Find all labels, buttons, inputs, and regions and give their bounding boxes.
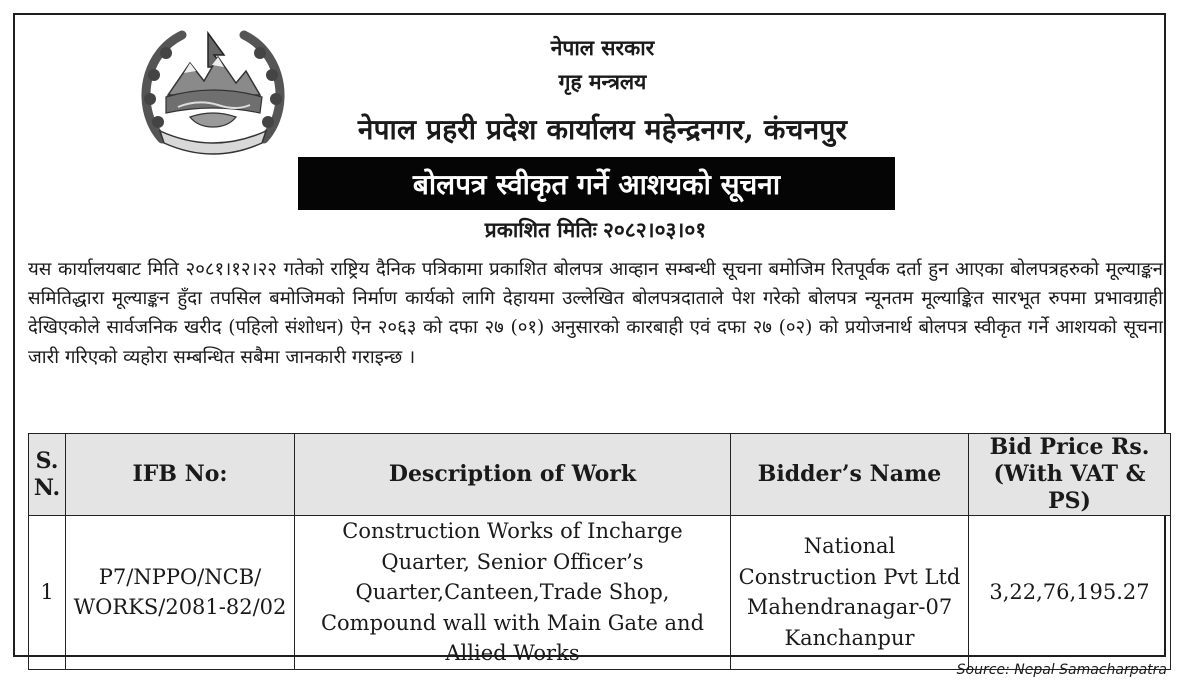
bid-table (28, 433, 1171, 670)
cell-sn: 1 (29, 516, 66, 670)
government-name: नेपाल सरकार (550, 35, 655, 60)
col-header-bidder: Bidder’s Name (731, 434, 969, 516)
cell-description: Construction Works of Incharge Quarter, Senior Officer’s Quarter,Canteen,Trade Shop, Compound wall with Main Gate and Allied Works (295, 516, 731, 670)
table-row (29, 516, 1171, 670)
published-label: प्रकाशित मितिः (484, 217, 597, 242)
col-header-ifb: IFB No: (66, 434, 295, 516)
ministry-name: गृह मन्त्रलय (558, 69, 647, 94)
col-header-sn: S. N. (29, 434, 66, 516)
notice-body: यस कार्यालयबाट मिति २०८१।१२।२२ गतेको राष्ट्रिय दैनिक पत्रिकामा प्रकाशित बोलपत्र आव्हान सम्बन्धी सूचना बमोजिम रितपूर्वक दर्ता हुन आएका बोलपत्रहरुको मूल्याङ्कन समितिद्धारा मूल्याङ्कन हुँदा तपसिल बमोजिमको निर्माण कार्यको लागि देहायमा उल्लेखित बोलपत्रदाताले पेश गरेको बोलपत्र न्यूनतम मूल्याङ्कित सारभूत रुपमा प्रभावग्राही देखिएकोले सार्वजनिक खरीद (पहिलो संशोधन) ऐन २०६३ को दफा २७ (०१) अनुसारको कारबाही एवं दफा २७ (०२) को प्रयोजनार्थ बोलपत्र स्वीकृत गर्ने आशयको सूचना जारी गरिएको व्यहोरा सम्बन्धित सबैमा जानकारी गराइन्छ । (28, 259, 1163, 368)
published-date-line (0, 216, 1181, 244)
cell-ifb: P7/NPPO/NCB/ WORKS/2081-82/02 (66, 516, 295, 670)
table-header-row (29, 434, 1171, 516)
cell-price: 3,22,76,195.27 (969, 516, 1171, 670)
office-name: नेपाल प्रहरी प्रदेश कार्यालय महेन्द्रनगर, कंचनपुर (357, 113, 848, 146)
notice-title-banner (298, 157, 895, 210)
col-header-description: Description of Work (295, 434, 731, 516)
published-date: २०८२।०३।०१ (602, 217, 707, 242)
notice-title: बोलपत्र स्वीकृत गर्ने आशयको सूचना (412, 167, 781, 201)
cell-bidder: National Construction Pvt Ltd Mahendranagar-07 Kanchanpur (731, 516, 969, 670)
col-header-price: Bid Price Rs. (With VAT & PS) (969, 434, 1171, 516)
source-credit: Source: Nepal Samacharpatra (956, 662, 1167, 678)
